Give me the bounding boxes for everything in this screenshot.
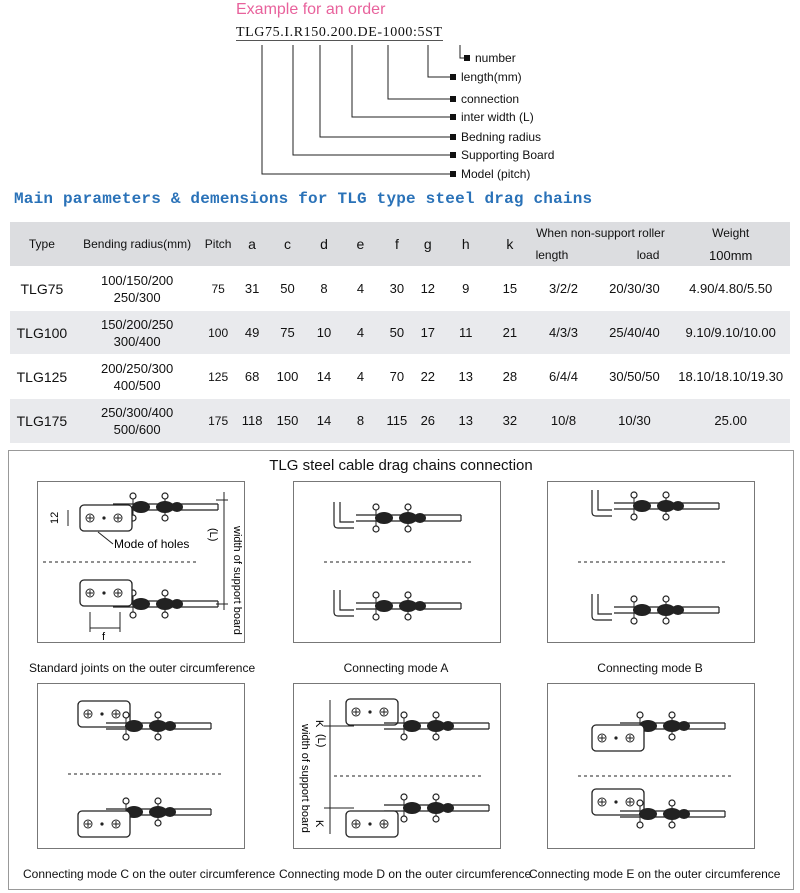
table-row (10, 267, 790, 311)
cell-pitch: 125 (200, 355, 235, 399)
bullet-icon (450, 114, 456, 120)
diagram-mode-c (37, 683, 245, 849)
label-mode-d: Connecting mode D on the outer circumference (279, 867, 532, 881)
cell-f: 70 (380, 355, 414, 399)
cell-a: 49 (236, 311, 268, 355)
code-width: 200 (330, 25, 354, 40)
cell-length: 4/3/3 (530, 311, 598, 355)
cell-weight: 18.10/18.10/19.30 (671, 355, 790, 399)
legend-radius: Bedning radius (450, 130, 541, 144)
cell-h: 9 (441, 267, 490, 311)
cell-g: 26 (414, 399, 441, 443)
cell-weight: 9.10/9.10/10.00 (671, 311, 790, 355)
legend-length: length(mm) (450, 70, 522, 84)
cell-radius: 100/150/200 250/300 (74, 267, 201, 311)
order-example (0, 0, 800, 186)
legend-connection: connection (450, 92, 519, 106)
cell-pitch: 75 (200, 267, 235, 311)
code-board: I (284, 25, 290, 40)
label-mode-a: Connecting mode A (343, 661, 449, 675)
header-nonsupport: When non-support roller (536, 226, 665, 240)
cell-k: 21 (490, 311, 530, 355)
mode-b-drawing (548, 482, 754, 642)
connection-panel (8, 450, 794, 890)
header-e: e (356, 236, 365, 252)
cell-c: 75 (268, 311, 306, 355)
cell-c: 100 (268, 355, 306, 399)
header-type: Type (28, 237, 55, 251)
cell-h: 11 (441, 311, 490, 355)
label-standard: Standard joints on the outer circumference (29, 661, 256, 675)
label-mode-e: Connecting mode E on the outer circumference (529, 867, 781, 881)
page-title: Main parameters & demensions for TLG type steel drag chains (14, 190, 593, 208)
cell-weight: 4.90/4.80/5.50 (671, 267, 790, 311)
standard-joints-drawing (38, 482, 244, 642)
cell-k: 28 (490, 355, 530, 399)
cell-g: 22 (414, 355, 441, 399)
cell-a: 118 (236, 399, 268, 443)
cell-d: 10 (307, 311, 341, 355)
header-radius: Bending radius(mm) (83, 237, 192, 251)
header-a: a (248, 236, 256, 252)
header-f: f (394, 236, 399, 252)
diagram-mode-a (293, 481, 501, 643)
header-weight: Weight (712, 226, 750, 240)
mode-of-holes-label: Mode of holes (114, 537, 190, 551)
width-label: width of support board (231, 526, 243, 635)
cell-weight: 25.00 (671, 399, 790, 443)
diagram-standard-joints (37, 481, 245, 643)
dim-12-label: 12 (49, 511, 61, 524)
cell-g: 12 (414, 267, 441, 311)
cell-c: 50 (268, 267, 306, 311)
cell-h: 13 (441, 399, 490, 443)
cell-type: TLG100 (10, 311, 74, 355)
header-pitch: Pitch (204, 237, 232, 251)
cell-d: 8 (307, 267, 341, 311)
diagram-mode-b (547, 481, 755, 643)
legend-board: Supporting Board (450, 148, 554, 162)
cell-k: 32 (490, 399, 530, 443)
cell-g: 17 (414, 311, 441, 355)
parameters-table (10, 222, 790, 443)
header-weight-unit: 100mm (709, 247, 753, 263)
header-load: load (636, 248, 660, 262)
bullet-icon (450, 134, 456, 140)
cell-radius: 200/250/300 400/500 (74, 355, 201, 399)
cell-pitch: 100 (200, 311, 235, 355)
cell-type: TLG75 (10, 267, 74, 311)
cell-length: 10/8 (530, 399, 598, 443)
order-tree-lines (0, 0, 800, 186)
code-model: TLG75 (236, 25, 281, 40)
cell-c: 150 (268, 399, 306, 443)
table-row (10, 311, 790, 355)
header-c: c (284, 236, 292, 252)
bullet-icon (450, 171, 456, 177)
order-title: Example for an order (236, 1, 386, 18)
code-radius: R150 (293, 25, 327, 40)
cell-e: 4 (341, 311, 379, 355)
cell-h: 13 (441, 355, 490, 399)
cell-length: 3/2/2 (530, 267, 598, 311)
d-width-label: width of support board (299, 724, 311, 833)
code-number: 5ST (417, 25, 443, 40)
cell-type: TLG175 (10, 399, 74, 443)
l-label: (L) (207, 528, 219, 542)
order-code: TLG75.I.R150.200.DE-1000:5ST (236, 25, 443, 40)
diagram-mode-d (293, 683, 501, 849)
cell-d: 14 (307, 355, 341, 399)
connection-title: TLG steel cable drag chains connection (269, 457, 533, 474)
table-header-row (10, 222, 790, 244)
d-k1-label: K (313, 720, 325, 728)
diagram-mode-e (547, 683, 755, 849)
header-g: g (423, 236, 432, 252)
table-row (10, 399, 790, 443)
header-d: d (320, 236, 328, 252)
cell-type: TLG125 (10, 355, 74, 399)
cell-f: 30 (380, 267, 414, 311)
cell-e: 8 (341, 399, 379, 443)
cell-e: 4 (341, 267, 379, 311)
cell-load: 10/30 (597, 399, 671, 443)
cell-e: 4 (341, 355, 379, 399)
header-k: k (506, 236, 514, 252)
bullet-icon (450, 152, 456, 158)
mode-d-drawing (294, 684, 500, 848)
code-length: 1000 (382, 25, 414, 40)
mode-a-drawing (294, 482, 500, 642)
bullet-icon (464, 55, 470, 61)
label-mode-b: Connecting mode B (597, 661, 703, 675)
cell-load: 25/40/40 (597, 311, 671, 355)
legend-number: number (464, 51, 516, 65)
d-k2-label: K (313, 820, 325, 828)
cell-d: 14 (307, 399, 341, 443)
cell-radius: 250/300/400 500/600 (74, 399, 201, 443)
cell-pitch: 175 (200, 399, 235, 443)
bullet-icon (450, 96, 456, 102)
cell-a: 31 (236, 267, 268, 311)
cell-radius: 150/200/250 300/400 (74, 311, 201, 355)
cell-f: 115 (380, 399, 414, 443)
legend-model: Model (pitch) (450, 167, 530, 181)
cell-k: 15 (490, 267, 530, 311)
cell-load: 20/30/30 (597, 267, 671, 311)
f-label: f (102, 631, 106, 642)
header-h: h (461, 236, 470, 252)
cell-f: 50 (380, 311, 414, 355)
table-row (10, 355, 790, 399)
code-connection: DE (357, 25, 378, 40)
cell-length: 6/4/4 (530, 355, 598, 399)
cell-a: 68 (236, 355, 268, 399)
label-mode-c: Connecting mode C on the outer circumference (23, 867, 276, 881)
mode-c-drawing (38, 684, 244, 848)
d-l-label: (L) (315, 734, 327, 748)
cell-load: 30/50/50 (597, 355, 671, 399)
mode-e-drawing (548, 684, 754, 848)
legend-inter-width: inter width (L) (450, 110, 534, 124)
bullet-icon (450, 74, 456, 80)
header-length: length (535, 248, 569, 262)
